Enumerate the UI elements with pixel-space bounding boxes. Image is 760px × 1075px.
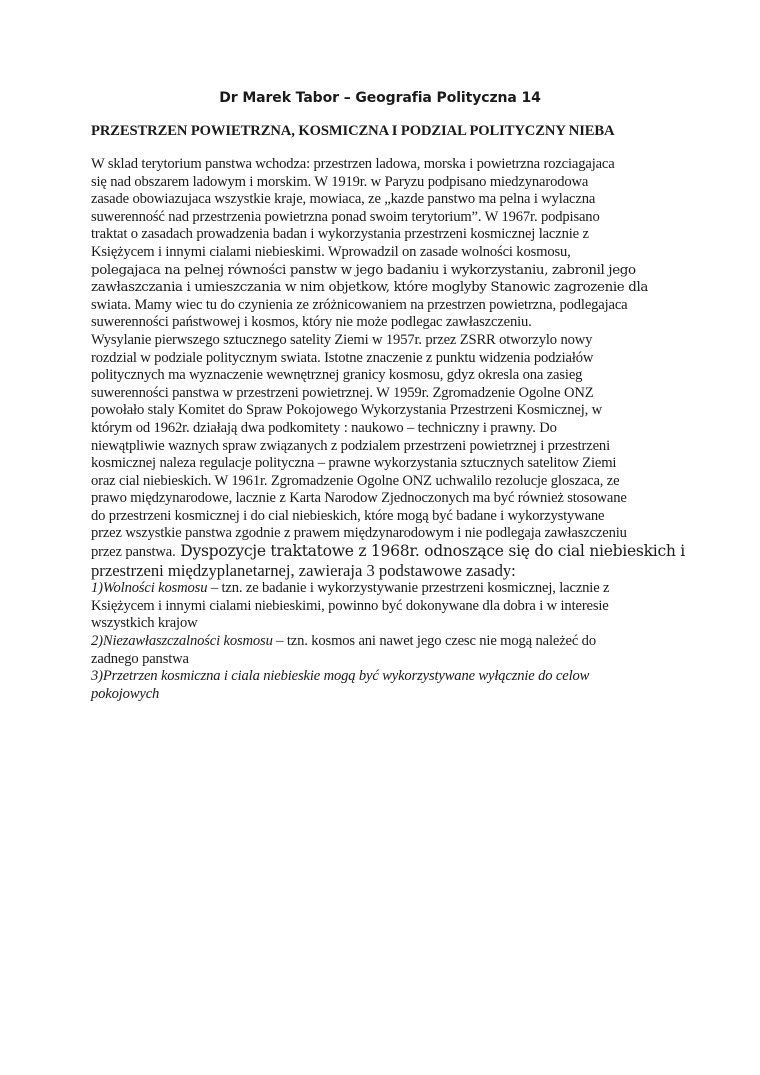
body-line: oraz cial niebieskich. W 1961r. Zgromadzenie Ogolne ONZ uchwalilo rezolucje gloszaca, ze xyxy=(91,472,620,489)
rule-3-line-2: pokojowych xyxy=(91,685,160,702)
rule-1-text: – tzn. ze badanie i wykorzystywanie przestrzeni kosmicznej, lacznie z xyxy=(207,580,610,597)
body-line: którym od 1962r. działają dwa podkomitety : naukowo – techniczny i prawny. Do xyxy=(91,419,557,436)
body-line: zasade obowiazujaca wszystkie kraje, mowiaca, ze „kazde panstwo ma pelna i wylaczna xyxy=(91,191,596,208)
rule-1 xyxy=(91,580,683,598)
body-line: suwerenność nad przestrzenia powietrzna ponad swoim terytorium”. W 1967r. podpisano xyxy=(91,208,600,225)
body-line: rozdzial w podziale politycznym swiata. Istotne znaczenie z punktu widzenia podziałów xyxy=(91,349,594,366)
document-body xyxy=(91,156,683,703)
rule-1-line-3: wszystkich krajow xyxy=(91,615,198,632)
body-line: Wysylanie pierwszego sztucznego satelity Ziemi w 1957r. przez ZSRR otworzylo nowy xyxy=(91,331,593,348)
rule-2-label: 2)Niezawłaszczalności kosmosu xyxy=(91,632,273,649)
rule-1-label: 1)Wolności kosmosu xyxy=(91,580,208,597)
body-line: się nad obszarem ladowym i morskim. W 1919r. w Paryzu podpisano miedzynarodowa xyxy=(91,173,589,190)
body-line: do przestrzeni kosmicznej i do cial niebieskich, które mogą być badane i wykorzystywane xyxy=(91,507,605,524)
body-line: przez wszystkie panstwa zgodnie z prawem międzynarodowym i nie podlegaja zawłaszczeniu xyxy=(91,525,627,542)
rule-1-line-2: Księżycem i innymi cialami niebieskimi, powinno być dokonywane dla dobra i w interesie xyxy=(91,597,609,614)
treaty-intro: Dyspozycje traktatowe z 1968r. odnoszące się do cial niebieskich i xyxy=(175,542,685,561)
body-line: politycznych ma wyznaczenie wewnętrznej granicy kosmosu, gdyz okresla ona zasieg xyxy=(91,367,583,384)
body-line: suwerenności państwowej i kosmos, który nie może podlegac zawłaszczeniu. xyxy=(91,314,532,331)
body-line: traktat o zasadach prowadzenia badan i wykorzystania przestrzeni kosmicznej lacznie z xyxy=(91,226,589,243)
rule-3: 3)Przetrzen kosmiczna i ciala niebieskie mogą być wykorzystywane wyłącznie do celow xyxy=(91,668,590,685)
body-line: W sklad terytorium panstwa wchodza: przestrzen ladowa, morska i powietrzna rozciagajaca xyxy=(91,156,615,172)
rule-2 xyxy=(91,633,683,651)
document-title: PRZESTRZEN POWIETRZNA, KOSMICZNA I PODZIAL POLITYCZNY NIEBA xyxy=(91,123,615,139)
treaty-intro-line: przestrzeni międzyplanetarnej, zawieraja 3 podstawowe zasady: xyxy=(91,560,516,580)
rule-2-line-2: zadnego panstwa xyxy=(91,650,189,667)
body-line: Księżycem i innymi cialami niebieskimi. Wprowadzil on zasade wolności kosmosu, xyxy=(91,243,571,260)
body-line: powołało staly Komitet do Spraw Pokojowego Wykorzystania Przestrzeni Kosmicznej, w xyxy=(91,402,603,419)
body-line-start: przez panstwa. xyxy=(91,544,176,561)
body-line: prawo międzynarodowe, lacznie z Karta Narodow Zjednoczonych ma być również stosowane xyxy=(91,490,627,507)
rule-2-text: – tzn. kosmos ani nawet jego czesc nie mogą należeć do xyxy=(272,632,596,649)
body-line: kosmicznej naleza regulacje polityczna – prawne wykorzystania sztucznych satelitow Ziemi xyxy=(91,455,617,472)
body-line: polegajaca na pelnej równości panstw w jego badaniu i wykorzystaniu, zabronil jego xyxy=(91,262,636,278)
body-line: swiata. Mamy wiec tu do czynienia ze zróżnicowaniem na przestrzen powietrzna, podlegajaca xyxy=(91,296,628,313)
body-line xyxy=(91,543,683,562)
body-line: niewątpliwie waznych spraw związanych z podzialem przestrzeni powietrznej i przestrzeni xyxy=(91,437,610,454)
body-line: suwerenności panstwa w przestrzeni powietrznej. W 1959r. Zgromadzenie Ogolne ONZ xyxy=(91,384,594,401)
body-line: zawłaszczania i umieszczania w nim objetkow, które moglyby Stanowic zagrozenie dla xyxy=(91,280,649,296)
document-header: Dr Marek Tabor – Geografia Polityczna 14 xyxy=(219,90,541,106)
